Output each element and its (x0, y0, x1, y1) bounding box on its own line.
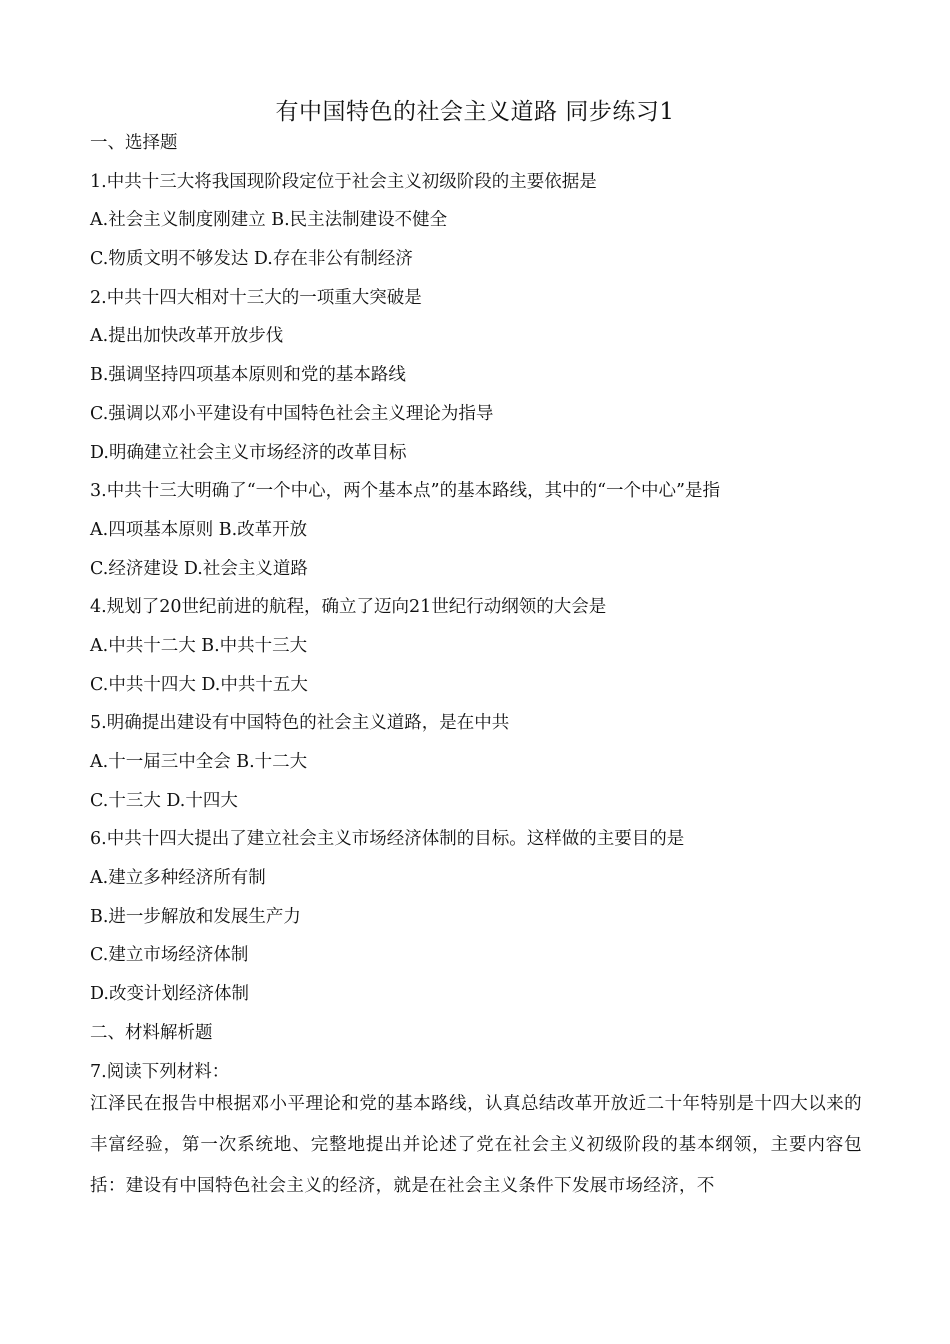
question-7: 7.阅读下列材料： (90, 1061, 230, 1082)
question-3: 3.中共十三大明确了“一个中心，两个基本点”的基本路线，其中的“一个中心”是指 (90, 481, 720, 502)
question-4: 4.规划了20世纪前进的航程，确立了迈向21世纪行动纲领的大会是 (90, 597, 607, 618)
document-title: 有中国特色的社会主义道路 同步练习1 (275, 99, 675, 125)
question-5: 5.明确提出建设有中国特色的社会主义道路，是在中共 (90, 713, 510, 734)
question-1: 1.中共十三大将我国现阶段定位于社会主义初级阶段的主要依据是 (90, 171, 597, 192)
question-6-option-b: B.进一步解放和发展生产力 (90, 906, 301, 927)
question-1-options-cd: C.物质文明不够发达 D.存在非公有制经济 (90, 249, 413, 270)
question-6-option-c: C.建立市场经济体制 (90, 945, 249, 966)
question-5-options-ab: A.十一届三中全会 B.十二大 (90, 752, 308, 772)
question-2: 2.中共十四大相对十三大的一项重大突破是 (90, 287, 422, 308)
question-6: 6.中共十四大提出了建立社会主义市场经济体制的目标。这样做的主要目的是 (90, 829, 685, 850)
question-5-options-cd: C.十三大 D.十四大 (90, 790, 238, 811)
material-paragraph: 江泽民在报告中根据邓小平理论和党的基本路线，认真总结改革开放近二十年特别是十四大以来的丰富经验，第一次系统地、完整地提出并论述了党在社会主义初级阶段的基本纲领，主要内容包括：建设有中国特色社会主义的经济，就是在社会主义条件下发展市场经济，不 (90, 1094, 862, 1196)
question-3-options-ab: A.四项基本原则 B.改革开放 (90, 519, 308, 540)
question-1-options-ab: A.社会主义制度刚建立 B.民主法制建设不健全 (90, 210, 448, 231)
question-2-option-c: C.强调以邓小平建设有中国特色社会主义理论为指导 (90, 403, 494, 424)
question-3-options-cd: C.经济建设 D.社会主义道路 (90, 558, 308, 579)
question-4-options-cd: C.中共十四大 D.中共十五大 (90, 674, 308, 695)
question-2-option-b: B.强调坚持四项基本原则和党的基本路线 (90, 365, 406, 386)
section-heading-choice: 一、选择题 (90, 133, 178, 153)
question-4-options-ab: A.中共十二大 B.中共十三大 (90, 635, 308, 656)
question-list (90, 124, 865, 1091)
section-heading-material: 二、材料解析题 (90, 1022, 213, 1043)
question-2-option-a: A.提出加快改革开放步伐 (90, 326, 284, 347)
question-6-option-d: D.改变计划经济体制 (90, 984, 249, 1005)
question-2-option-d: D.明确建立社会主义市场经济的改革目标 (90, 442, 407, 463)
question-6-option-a: A.建立多种经济所有制 (90, 868, 266, 889)
